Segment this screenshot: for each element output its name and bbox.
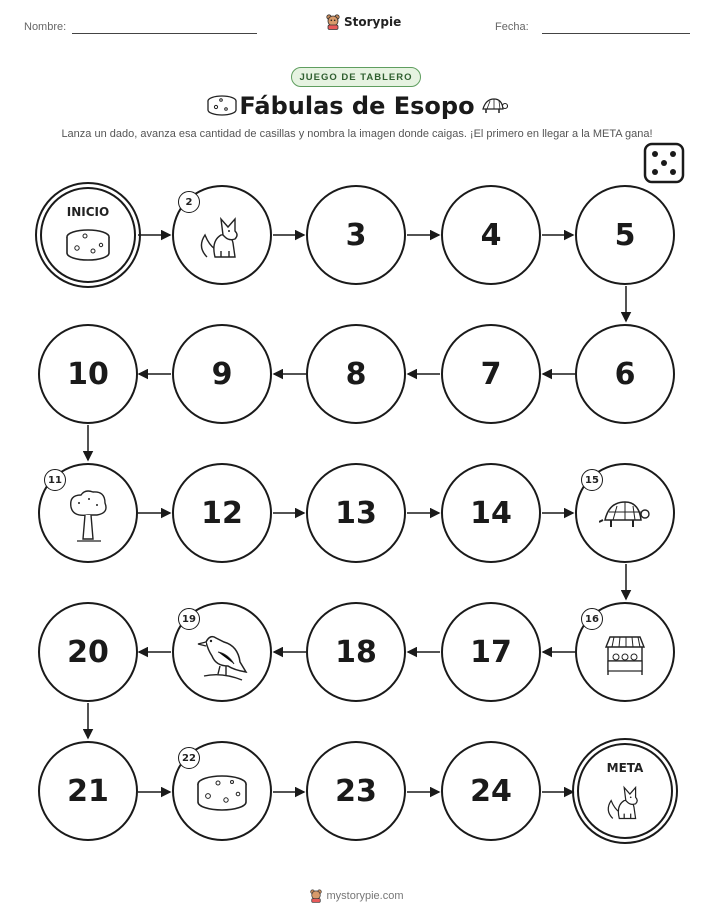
finish-label: META: [606, 761, 644, 775]
space-number: 9: [211, 356, 233, 392]
tree-icon: [59, 487, 117, 545]
board-space-19: [172, 602, 272, 702]
board-space-9: [172, 324, 272, 424]
space-number: 7: [480, 356, 502, 392]
market-stall-icon: [602, 633, 648, 679]
space-number-tag: 16: [581, 608, 603, 630]
space-number-tag: 11: [44, 469, 66, 491]
space-number: 10: [67, 356, 109, 392]
space-number: 14: [470, 495, 512, 531]
bear-mascot-icon: [310, 889, 322, 903]
space-number: 13: [335, 495, 377, 531]
board-space-4: [441, 185, 541, 285]
footer-url[interactable]: mystorypie.com: [326, 890, 404, 902]
space-number: 18: [335, 634, 377, 670]
space-number: 23: [335, 773, 377, 809]
start-space: [40, 187, 136, 283]
board-space-16: [575, 602, 675, 702]
cheese-icon: [194, 772, 250, 816]
page-title: Fábulas de Esopo: [239, 92, 475, 120]
space-number-tag: 2: [178, 191, 200, 213]
board-space-24: [441, 741, 541, 841]
brand-name: Storypie: [344, 15, 402, 29]
board-space-10: [38, 324, 138, 424]
board-space-11: [38, 463, 138, 563]
finish-space: [577, 743, 673, 839]
board-space-13: [306, 463, 406, 563]
name-label: Nombre:: [24, 21, 67, 33]
category-badge: JUEGO DE TABLERO: [291, 67, 421, 87]
crow-icon: [194, 628, 250, 684]
turtle-icon: [599, 498, 651, 532]
board-space-18: [306, 602, 406, 702]
fox-icon: [195, 211, 249, 265]
fox-icon: [603, 780, 647, 826]
board-space-15: [575, 463, 675, 563]
board-space-7: [441, 324, 541, 424]
board-space-14: [441, 463, 541, 563]
board-space-23: [306, 741, 406, 841]
board-space-22: [172, 741, 272, 841]
space-number: 6: [614, 356, 636, 392]
space-number: 12: [201, 495, 243, 531]
board-space-3: [306, 185, 406, 285]
board-space-12: [172, 463, 272, 563]
board-space-21: [38, 741, 138, 841]
space-number-tag: 15: [581, 469, 603, 491]
space-number: 21: [67, 773, 109, 809]
cheese-icon: [63, 226, 113, 266]
space-number-tag: 22: [178, 747, 200, 769]
board-space-5: [575, 185, 675, 285]
instructions-text: Lanza un dado, avanza esa cantidad de casillas y nombra la imagen donde caigas. ¡El primero en llegar a la META gana!: [61, 128, 653, 140]
board-space-17: [441, 602, 541, 702]
space-number: 4: [480, 217, 502, 253]
board-space-2: [172, 185, 272, 285]
board-space-8: [306, 324, 406, 424]
footer: [0, 889, 714, 903]
space-number: 17: [470, 634, 512, 670]
start-label: INICIO: [66, 205, 110, 219]
space-number-tag: 19: [178, 608, 200, 630]
space-number: 20: [67, 634, 109, 670]
board-space-6: [575, 324, 675, 424]
date-label: Fecha:: [495, 21, 529, 33]
space-number: 24: [470, 773, 512, 809]
space-number: 3: [345, 217, 367, 253]
space-number: 8: [345, 356, 367, 392]
board-space-20: [38, 602, 138, 702]
space-number: 5: [614, 217, 636, 253]
